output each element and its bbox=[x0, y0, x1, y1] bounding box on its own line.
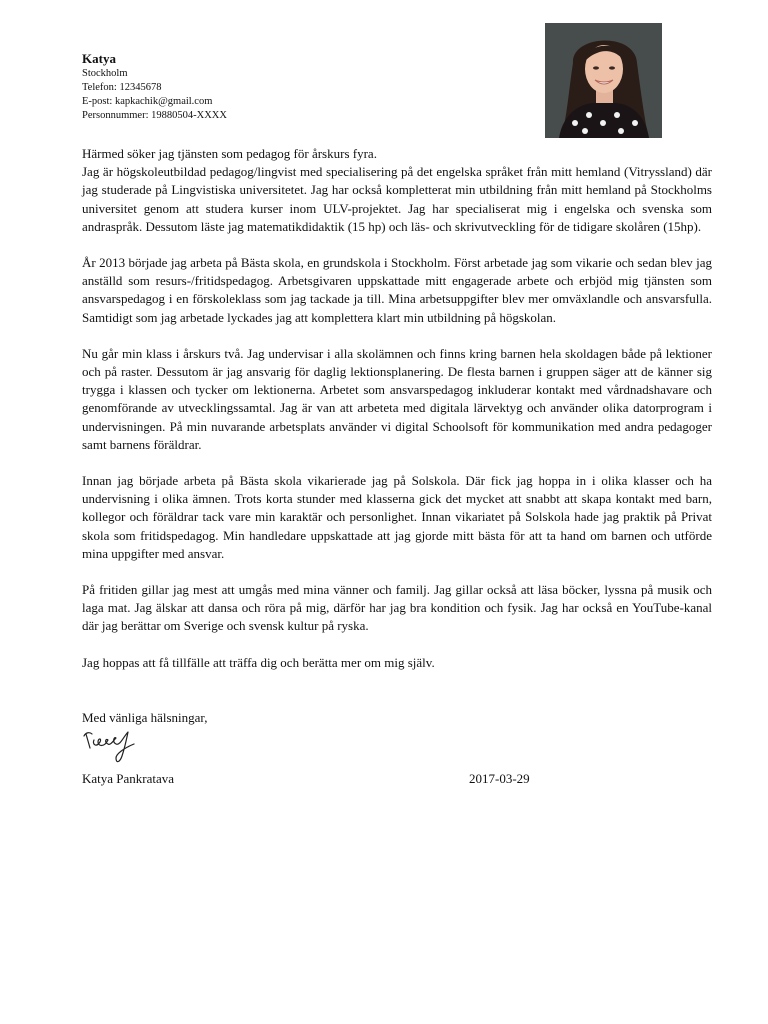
applicant-city: Stockholm bbox=[82, 68, 128, 79]
applicant-personnummer: Personnummer: 19880504-XXXX bbox=[82, 110, 227, 121]
paragraph-education: Jag är högskoleutbildad pedagog/lingvist med specialisering på det engelska språket från mitt hemland (Vitryssland) där jag studerade på Lingvistiska universitetet. Jag har också kompletterat min utbildning från mitt hemland på Stockholms universitet genom att studera kurser inom ULV-projektet. Jag har specialiserat mig i engelska och svenska som andraspråk. Dessutom läste jag matematikdidaktik (15 hp) och läs- och skrivutveckling för de tidigare skolåren (15hp). bbox=[82, 164, 712, 234]
paragraph-current-class: Nu går min klass i årskurs två. Jag undervisar i alla skolämnen och finns kring barnen hela skoldagen både på lektioner och på raster. Dessutom är jag ansvarig för daglig lektionsplanering. De flesta barnen i gruppen säger att de känner sig trygga i klassen och tycker om lektionerna. Arbetet som ansvarspedagog inkluderar kontakt med vårdnadshavare och genomförande av utvecklingssamtal. Jag är van att arbeteta med digitala lärvektyg och använder olika datorprogram i undervisningen. På min nuvarande arbetsplats använder vi digital Schoolsoft för kommunikation med andra pedagoger samt barnens föräldrar. bbox=[82, 345, 712, 452]
applicant-email: E-post: kapkachik@gmail.com bbox=[82, 96, 213, 107]
letter-date: 2017-03-29 bbox=[469, 771, 530, 786]
intro-line: Härmed söker jag tjänsten som pedagog för årskurs fyra. bbox=[82, 146, 377, 161]
signature-image bbox=[80, 728, 142, 768]
signer-name: Katya Pankratava bbox=[82, 771, 175, 786]
applicant-phone: Telefon: 12345678 bbox=[82, 82, 162, 93]
paragraph-experience: År 2013 började jag arbeta på Bästa skola, en grundskola i Stockholm. Först arbetade jag som vikarie och sedan blev jag anställd som resurs-/fritidspedagog. Arbetsgivaren uppskattade mitt engagerade arbete och erbjöd mig tjänsten som ansvarspedagog i en förskoleklass som jag tackade ja till. Mina arbetsuppgifter blev mer omväxlandle och ansvarsfulla. Samtidigt som jag arbetade lyckades jag att komplettera klart min utbildning på högskolan. bbox=[82, 255, 712, 325]
portrait-illustration bbox=[545, 23, 662, 138]
portrait-photo bbox=[545, 23, 662, 138]
closing-greeting: Med vänliga hälsningar, bbox=[82, 710, 208, 725]
paragraph-previous-work: Innan jag började arbeta på Bästa skola vikarierade jag på Solskola. Där fick jag hoppa in i olika klasser och ha undervisning i olika ämnen. Trots korta stunder med klasserna gick det mycket att snabbt att skapa kontakt med barn, kollegor och föräldrar tack vare min karaktär och personlighet. Innan vikariatet på Solskola hade jag praktik på Privat skola som fritidspedagog. Min handledare uppskattade att jag gjorde mitt bästa för att ta hand om barnen och utförde mina uppgifter med ansvar. bbox=[82, 473, 712, 561]
paragraph-closing-hope: Jag hoppas att få tillfälle att träffa dig och berätta mer om mig själv. bbox=[82, 654, 435, 670]
letter-body bbox=[82, 145, 712, 690]
applicant-name: Katya bbox=[82, 51, 116, 66]
contact-block bbox=[82, 51, 227, 123]
paragraph-leisure: På fritiden gillar jag mest att umgås med mina vänner och familj. Jag gillar också att läsa böcker, lyssna på musik och laga mat. Jag älskar att dansa och röra på mig, därför har jag bra kondition och fysik. Jag har också en YouTube-kanal där jag berättar om Sverige och svensk kultur på ryska. bbox=[82, 582, 712, 634]
